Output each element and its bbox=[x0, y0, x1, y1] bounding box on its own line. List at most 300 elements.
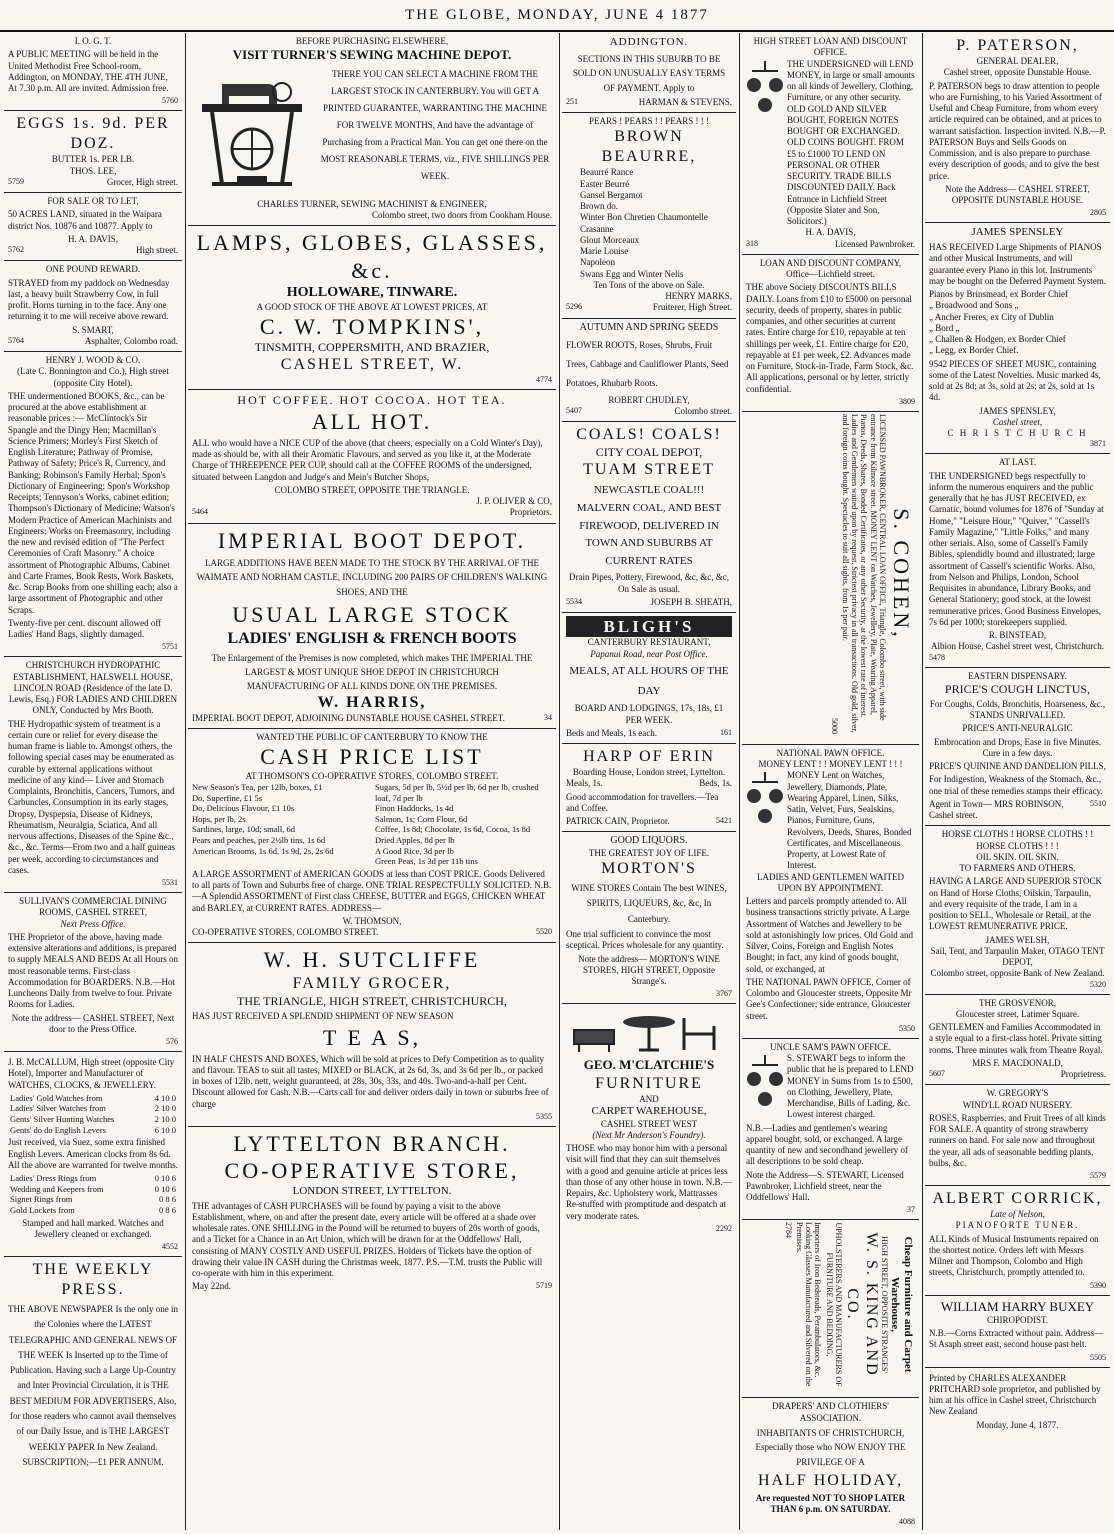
ad-title: IMPERIAL BOOT DEPOT. bbox=[217, 527, 527, 553]
ad-number: 5390 bbox=[1090, 1280, 1106, 1290]
table-cell: 2 10 0 bbox=[154, 1103, 176, 1114]
eggs-ad bbox=[4, 111, 182, 193]
pawn-balls-icon bbox=[746, 770, 784, 830]
ad-address: Albion House, Cashel street west, Christchurch. bbox=[931, 641, 1104, 652]
list-item: Beaurré Rance bbox=[580, 167, 634, 178]
ad-address: Papanui Road, near Post Office. bbox=[590, 648, 708, 659]
pears-ad bbox=[562, 113, 736, 319]
ad-body: HAS JUST RECEIVED A SPLENDID SHIPMENT OF NEW SEASON bbox=[192, 1010, 454, 1021]
list-item: Crasanne bbox=[580, 223, 614, 234]
list-item: Green Peas, 1s 3d per 11b tins bbox=[375, 856, 478, 867]
ad-role: Sail, Tent, and Tarpaulin Maker, OTAGO TENT DEPOT, bbox=[930, 945, 1105, 967]
list-item: Glout Morceaux bbox=[580, 234, 640, 245]
table-cell: 0 8 6 bbox=[159, 1194, 176, 1205]
ad-address: Note the Address—S. STEWART, Licensed Pawnbroker, Lichfield street, near the Oddfellows' Hall. bbox=[746, 1169, 904, 1202]
list-item: „ Legg, ex Border Chief. bbox=[929, 345, 1019, 356]
ad-body: For Coughs, Colds, Bronchitis, Hoarseness, &c., STANDS UNRIVALLED. bbox=[929, 698, 1106, 720]
rotated-text-block bbox=[746, 1222, 914, 1387]
king-ad bbox=[742, 1220, 919, 1398]
ad-number: 3809 bbox=[899, 396, 915, 406]
ad-number: 5355 bbox=[536, 1111, 552, 1121]
column-1 bbox=[4, 33, 182, 1530]
ad-cheap: Cheap Furniture and Carpet Warehouse, bbox=[889, 1236, 914, 1373]
list-item: „ Bord „ bbox=[929, 322, 960, 333]
gregory-ad bbox=[925, 1085, 1110, 1186]
ad-body: 50 ACRES LAND, situated in the Waipara district Nos. 10876 and 10877. Apply to bbox=[8, 209, 162, 231]
ad-number: 3767 bbox=[716, 989, 732, 999]
ad-number: 5464 bbox=[192, 507, 208, 517]
price-table bbox=[8, 1093, 178, 1136]
ad-footer: SUBSCRIPTION;—£1 PER ANNUM. bbox=[22, 1456, 164, 1467]
ad-body-2: Drain Pipes, Pottery, Firewood, &c, &c, &c, On Sale as usual. bbox=[569, 572, 729, 594]
ad-title: AT LAST. bbox=[998, 457, 1037, 468]
ad-body: Ten Tons of the above on Sale. bbox=[593, 279, 705, 290]
ad-number: 5350 bbox=[899, 1023, 915, 1033]
sutcliffe-ad bbox=[188, 943, 556, 1127]
ad-body-2: One trial sufficient to convince the most sceptical. Prices wholesale for any quantity. bbox=[566, 929, 724, 951]
ad-subtitle: Boarding House, London street, Lyttelton. bbox=[572, 767, 726, 778]
drapers-ad bbox=[742, 1398, 919, 1530]
buxey-ad bbox=[925, 1296, 1110, 1368]
ad-title: NATIONAL PAWN OFFICE. bbox=[776, 747, 885, 758]
table-cell: 0 10 6 bbox=[154, 1183, 176, 1194]
ad-body: Good accommodation for travellers.—Tea and Coffee. bbox=[566, 791, 719, 813]
ad-address: THE TRIANGLE, HIGH STREET, CHRISTCHURCH, bbox=[237, 993, 507, 1008]
ad-boots: LADIES' ENGLISH & FRENCH BOOTS bbox=[227, 629, 517, 647]
list-item: Pianos by Brinsmead, ex Border Chief bbox=[929, 289, 1068, 299]
ad-footer: Stamped and hall marked. Watches and Jewellery cleaned or exchanged. bbox=[22, 1217, 164, 1239]
table-cell: Ladies' Gold Watches from bbox=[10, 1092, 103, 1103]
ad-header: BEFORE PURCHASING ELSEWHERE, bbox=[295, 36, 449, 46]
list-item: „ Broadwood and Sons „ bbox=[929, 300, 1019, 311]
ad-subtitle: CO-OPERATIVE STORE, bbox=[224, 1158, 520, 1184]
loan-company-ad bbox=[742, 255, 919, 412]
ad-subtitle: UPHOLSTERERS AND MANUFACTURERS OF FURNITURE AND BEDDING, bbox=[824, 1222, 843, 1387]
ad-subtitle: TO FARMERS AND OTHERS. bbox=[959, 863, 1076, 873]
column-4 bbox=[742, 33, 919, 1530]
ad-number: 37 bbox=[907, 1205, 915, 1215]
ad-footer: Beds and Meals, 1s each. bbox=[566, 727, 657, 738]
ad-subtitle: Gloucester street, Latimer Square. bbox=[955, 1008, 1080, 1019]
ad-address: THE NATIONAL PAWN OFFICE, Corner of Colombo and Gloucester streets, Opposite Mr Gee's Confectioner; side entrance, Gloucester street. bbox=[746, 976, 912, 1021]
ad-stock: USUAL LARGE STOCK bbox=[232, 602, 512, 628]
ad-name: PATRICK CAIN, Proprietor. bbox=[566, 816, 670, 827]
column-rule bbox=[559, 33, 560, 1530]
ad-title: THE WEEKLY PRESS. bbox=[32, 1261, 154, 1298]
thomson-ad bbox=[188, 729, 556, 944]
ad-body: P. PATERSON begs to draw attention to people who are Furnishing, to his Varied Assortment of Useful and Cheap Furniture, from whom every article required can be obtained, and at prices to warrant satisfaction. Inspection invited. N.B.—P. PATERSON Buys and Sells Goods on Commission, and is also prepare to purchase every description of goods, and to give the best price. bbox=[929, 80, 1106, 181]
ad-address: IMPERIAL BOOT DEPOT, ADJOINING DUNSTABLE HOUSE CASHEL STREET. bbox=[192, 712, 505, 723]
hydropathic-ad bbox=[4, 657, 182, 893]
list-item: New Season's Tea, per 12lb, boxes, £1 bbox=[192, 781, 323, 792]
table-cell: 4 10 0 bbox=[154, 1092, 176, 1103]
spensley-ad bbox=[925, 223, 1110, 454]
ad-address: Colombo street, two doors from Cookham House. bbox=[372, 209, 552, 220]
list-item: Brown do. bbox=[580, 201, 618, 212]
ad-body: ALL who would have a NICE CUP of the above (that cheers, especially on a Cold Winter's Day), made as should be, with all their Aromatic Flavours, and served as you like it, at the Moderate Charge of THREEPENCE PER CUP, should call at the COFFEE ROOMS of the undersigned, situated between Langdon and Judge's and Mein's Butcher Shops, bbox=[192, 437, 543, 482]
all-hot-ad bbox=[188, 390, 556, 523]
ad-subtitle: Office—Lichfield street. bbox=[786, 269, 875, 279]
ad-body: GENTLEMEN and Families Accommodated in a style equal to a first-class hotel. Private sitting rooms. Three minutes walk from Theatre Royal. bbox=[929, 1022, 1103, 1055]
ad-half-holiday: HALF HOLIDAY, bbox=[757, 1471, 904, 1489]
ad-body: THE UNDERSIGNED will LEND MONEY, in large or small amounts on all kinds of Jewellery, Clothing, Furniture, or any other security. OLD GOLD AND SILVER BOUGHT, FOREIGN NOTES BOUGHT OR EXCHANGED. OLD COINS BOUGHT. FROM £5 to £1000 TO LEND ON PERSONAL OR OTHER SECURITY. TRADE BILLS DISCOUNTED DAILY. Back Entrance in Lichfield Street (Opposite Slater and Son, Solicitors.) bbox=[787, 58, 915, 226]
ad-address: Note the address— MORTON'S WINE STORES, HIGH STREET, Opposite Strange's. bbox=[578, 953, 720, 987]
list-item: „ Challen & Hodgen, ex Border Chief bbox=[929, 334, 1066, 344]
ad-name: THOS. LEE, bbox=[69, 165, 117, 176]
ad-body: THOSE who may honor him with a personal visit will find that they can suit themselves with a good and genuine article at prices less than those of any other house in town. N.B.—Repairs, &c. Upholstery work, Mattrasses Re-stuffed with promptitude and despatch at very moderate rates. bbox=[566, 1143, 732, 1221]
ad-title: UNCLE SAM'S PAWN OFFICE. bbox=[769, 1041, 892, 1052]
ad-body: THE Hydropathic system of treatment is a certain cure or relief for every disease the human frame is liable to. Amongst others, the following special cases may be enumerated as curable by external applications without medicine of any kind— Liver and Stomach Complaints, Bronchitis, Cancers, Tumors, and Carbuncles, Consumption in its early stages, Dropsy, Dyspepsia, Disease of Kidneys, Rheumatism, Neuralgia, Sciatica, And all nervous affections, Diseases of the Spine &c., &c., &c. Terms—From two and a half guineas per week, according to circumstances and cases. bbox=[8, 718, 176, 875]
ad-name: H. A. DAVIS, bbox=[805, 227, 856, 238]
imperial-boot-ad bbox=[188, 524, 556, 729]
ad-subtitle: FURNITURE bbox=[595, 1074, 703, 1092]
ad-number: 5478 bbox=[929, 652, 945, 662]
ad-wait: LADIES AND GENTLEMEN WAITED UPON BY APPOINTMENT. bbox=[756, 871, 905, 893]
ad-footer: MANUFACTURING OF ALL KINDS DONE ON THE PREMISES. bbox=[246, 681, 498, 692]
ad-title: ONE POUND REWARD. bbox=[45, 264, 141, 275]
ad-subtitle: FAMILY GROCER, bbox=[292, 974, 452, 992]
ad-name: MRS F. MACDONALD, bbox=[972, 1057, 1063, 1068]
ad-subtitle: WIND'LL ROAD NURSERY. bbox=[962, 1099, 1073, 1110]
ad-line: BUTTER 1s. PER LB. bbox=[51, 154, 135, 165]
ad-title: BLIGH'S bbox=[566, 616, 732, 637]
ad-body: Importers of Iron Bedsteads, Perambulators, &c. Looking Glasses Manufactured and Silvered on the Premises. bbox=[795, 1222, 823, 1387]
ad-title: GOOD LIQUORS. bbox=[610, 835, 688, 847]
ad-footer: Twenty-five per cent. discount allowed off Ladies' Hand Bags, slightly damaged. bbox=[8, 617, 162, 639]
table-cell: Ladies' Dress Rings from bbox=[10, 1173, 97, 1183]
table-cell: 6 10 0 bbox=[154, 1124, 176, 1135]
ad-title: CASH PRICE LIST bbox=[260, 744, 484, 770]
list-item: Do, Superfine, £1 5s bbox=[192, 792, 263, 803]
uncle-sams-ad bbox=[742, 1039, 919, 1221]
list-item: Winter Bon Chretien Chaumontelle bbox=[580, 212, 708, 223]
ad-title: W. S. KING AND CO. bbox=[844, 1232, 880, 1377]
sewing-machine-illustration bbox=[192, 64, 312, 199]
ad-body: NEWCASTLE COAL!!! MALVERN COAL, AND BEST FIREWOOD, DELIVERED IN TOWN AND SUBURBS AT CURRENT RATES bbox=[576, 484, 722, 567]
tompkins-ad bbox=[188, 226, 556, 390]
ad-subtitle: (Late C. Bonnington and Co.), High street (opposite City Hotel). bbox=[17, 366, 169, 388]
ad-title: S. COHEN, bbox=[889, 507, 914, 640]
list-item: „ Ancher Freres, ex City of Dublin bbox=[929, 311, 1054, 322]
table-cell: Gents' do do English Levers bbox=[10, 1124, 106, 1135]
ad-number: 5762 bbox=[8, 245, 24, 254]
ad-body: ALL Kinds of Musical Instruments repaired on the shortest notice. Orders left with Messrs Milner and Thompson, Colombo and High streets, Christchurch, promptly attended to. bbox=[929, 1233, 1099, 1278]
ad-body: THE ABOVE NEWSPAPER Is the only one in the Colonies where the LATEST TELEGRAPHIC AND GENERAL NEWS OF THE WEEK Is Inserted up to the Time of Publication. Having such a Large Up-Country and Inter Provincial Circulation, it is THE BEST MEDIUM FOR ADVERTISERS, Also, for those readers who cannot avail themselves of our Daily Issue, and is THE LARGEST WEEKLY PAPER In New Zealand. bbox=[8, 1304, 178, 1452]
ad-title: HENRY J. WOOD & CO. bbox=[45, 355, 141, 365]
ad-body: WINE STORES Contain The best WINES, SPIRITS, LIQUEURS, &c, &c, In Canterbury. bbox=[571, 883, 727, 924]
ad-title: LAMPS, GLOBES, GLASSES, &c. bbox=[196, 230, 548, 283]
table-cell: Signet Rings from bbox=[10, 1194, 73, 1205]
ad-line: Meals, 1s. bbox=[566, 778, 603, 789]
ad-address: Grocer, High street. bbox=[106, 176, 178, 187]
paterson-ad bbox=[925, 33, 1110, 223]
ad-quinine: PRICE'S QUININE AND DANDELION PILLS, bbox=[929, 761, 1106, 771]
ad-title: ALBERT CORRICK, bbox=[932, 1190, 1103, 1207]
ad-address: LONDON STREET, LYTTELTON. bbox=[292, 1184, 452, 1197]
imprint bbox=[925, 1368, 1110, 1435]
ad-number: 5751 bbox=[162, 642, 178, 652]
ad-title: THE GROSVENOR, bbox=[978, 997, 1056, 1008]
lyttelton-ad bbox=[188, 1127, 556, 1297]
ad-body: LARGE ADDITIONS HAVE BEEN MADE TO THE STOCK BY THE ARRIVAL OF THE WAIMATE AND NORHAM CASTLE, INCLUDING 200 PAIRS OF CHILDREN'S WALKING SHOES, AND THE bbox=[196, 558, 548, 597]
ad-body: LICENSED PAWNBROKER, CENTRAL LOAN OFFICE, Triangle, Colombo street, with side entrance from Kilmore street. MONEY LENT on Watches, Jewellery, Plate, Wearing Apparel, Pianos, Deeds, Shares, Bonded Certificates, or any other Security, at the lowest rate of interest. Ladies and Gentlemen waited upon by request. Strictest privacy in all transactions. Old gold, silver, and foreign coins bought. Spectacles to suit all sights, from 1s per pair. bbox=[840, 413, 887, 733]
pawn-balls-icon bbox=[746, 1053, 784, 1113]
ad-title: BROWN BEAURRE, bbox=[601, 128, 697, 166]
rotated-text-block bbox=[746, 414, 914, 734]
ad-address: Fruiterer, High Street. bbox=[652, 302, 732, 313]
ad-body-2: IN HALF CHESTS AND BOXES, Which will be sold at prices to Defy Competition as to quality and flavour. TEAS to suit all tastes, MIXED or BLACK, at 2s 6d, 3s, and 3s 6d per lb., or packed in boxes of 12lb. nett, weight guaranteed, at 28s, 30s, 33s, and 40s. Two-and-a-half per Cent. Discount allowed for Cash. N.B.—Carts call for and deliver orders daily in town or suburbs free of charge bbox=[192, 1053, 549, 1109]
ad-address: High street. bbox=[136, 245, 178, 255]
ad-title: W. GREGORY'S bbox=[986, 1088, 1049, 1099]
ad-body-2: The Enlargement of the Premises is now completed, which makes THE IMPERIAL THE LARGEST & MOST UNIQUE SHOE DEPOT IN CHRISTCHURCH bbox=[211, 652, 533, 678]
column-3 bbox=[562, 33, 736, 1530]
ad-body: THE UNDERSIGNED begs respectfully to inform the numerous enquirers and the public generally that he has JUST RECEIVED, ex Carnatic, bound volumes for 1876 of "Sunday at Home," "Leisure Hour," "Quiver," "Cassell's Family Magazine," "Little Folks," and many other serials. Also, some of Cassell's Family Bibles, splendidly bound and illustrated; large assortment of Cassell's scientific Works. Also, from Nelson and Philips, London, School Requisites in abundance, Library Books, and General Stationery; good stock, at the lowest remunerative prices. Good Business Envelopes, 7s 6d per 1000; storekeepers supplied. bbox=[929, 470, 1104, 627]
dispensary-ad bbox=[925, 668, 1110, 827]
ad-number: 251 bbox=[566, 96, 578, 106]
column-5 bbox=[925, 33, 1110, 1530]
ad-subtitle: CHIROPODIST. bbox=[986, 1314, 1049, 1325]
horse-cloths-ad bbox=[925, 826, 1110, 994]
mclatchie-ad bbox=[562, 1004, 736, 1238]
ad-body: HAS RECEIVED Large Shipments of PIANOS and other Musical Instruments, and will guarantee every Piano in this lot. Instruments may be bought on the Deferred Payment System. bbox=[929, 242, 1106, 286]
ad-address: COLOMBO STREET, OPPOSITE THE TRIANGLE. bbox=[274, 484, 470, 495]
ad-name: JOSEPH B. SHEATH, bbox=[650, 596, 732, 607]
ad-subtitle: CITY COAL DEPOT, bbox=[595, 445, 703, 460]
table-row bbox=[8, 1103, 178, 1114]
ad-number: 5764 bbox=[8, 335, 24, 345]
ad-address: Cashel street, opposite Dunstable House. bbox=[943, 67, 1092, 78]
liquors-ad bbox=[562, 832, 736, 1004]
ad-subtitle: AT THOMSON'S CO-OPERATIVE STORES, COLOMBO STREET. bbox=[245, 770, 499, 781]
reward-ad bbox=[4, 261, 182, 352]
ad-body-2: Letters and parcels promptly attended to. All business transactions strictly private. A Large Assortment of Watches and Jewellery to be sold at astonishingly low prices. Old Gold and Silver, Coins, Foreign and English Notes Bought; in fact, any kind of goods bought, sold, or exchanged, at bbox=[746, 896, 913, 974]
ad-title: HARP OF ERIN bbox=[583, 748, 715, 766]
ad-title: HORSE CLOTHS ! HORSE CLOTHS ! ! HORSE CLOTHS ! ! ! bbox=[941, 829, 1094, 851]
ad-oilskin: OIL SKIN. OIL SKIN. bbox=[976, 851, 1059, 862]
ad-name: HARMAN & STEVENS. bbox=[638, 96, 732, 107]
national-pawn-ad bbox=[742, 745, 919, 1039]
ad-subtitle: HOLLOWARE, TINWARE. bbox=[286, 285, 458, 300]
ad-name: W. HARRIS, bbox=[317, 693, 427, 711]
ad-number: 5607 bbox=[929, 1069, 945, 1078]
table-row bbox=[8, 1205, 178, 1216]
mccallum-ad bbox=[4, 1052, 182, 1257]
table-cell: Gold Lockets from bbox=[10, 1204, 75, 1215]
ad-body: S. STEWART begs to inform the public that he is prepared to LEND MONEY in Sums from 1s to £500, on Clothing, Jewellery, Plate, Merchandise, Bills of Lading, &c. Lowest interest charged. bbox=[787, 1053, 914, 1120]
ad-subtitle: Late of Nelson, bbox=[990, 1209, 1045, 1219]
ad-linctus: PRICE'S COUGH LINCTUS, bbox=[944, 681, 1091, 696]
ad-number: 5760 bbox=[162, 96, 178, 106]
table-row bbox=[8, 1114, 178, 1125]
ad-name: W. THOMSON, bbox=[342, 915, 402, 926]
weekly-press-ad bbox=[4, 1257, 182, 1472]
list-item: Do, Delicious Flavour, £1 10s bbox=[192, 803, 295, 814]
column-2 bbox=[188, 33, 556, 1530]
furniture-illustration bbox=[569, 1010, 729, 1054]
ad-board: BOARD AND LODGINGS, 17s, 18s, £1 PER WEEK. bbox=[574, 703, 724, 725]
ad-address: Colombo street, opposite Bank of New Zealand. bbox=[930, 968, 1105, 979]
list-item: Sugars, 5d per lb, 5½d per lb, 6d per lb, crushed loaf, 7d per lb bbox=[375, 781, 539, 803]
grosvenor-ad bbox=[925, 995, 1110, 1086]
imprint-text: Printed by CHARLES ALEXANDER PRITCHARD sole proprietor, and published by him at his office in Cashel street, Christchurch New Zealand bbox=[929, 1372, 1101, 1417]
list-item: Swans Egg and Winter Nelis bbox=[580, 268, 684, 279]
addington-ad bbox=[562, 33, 736, 113]
ad-number: 161 bbox=[720, 727, 732, 737]
ad-title: ALL HOT. bbox=[311, 409, 433, 435]
ad-name: HENRY MARKS, bbox=[665, 291, 732, 302]
ad-address: CASHEL STREET WEST bbox=[600, 1118, 698, 1129]
ad-number: 5534 bbox=[566, 596, 582, 606]
list-item: Dried Apples, 8d per lb bbox=[375, 835, 455, 846]
table-row bbox=[8, 1184, 178, 1195]
ad-line: Beds, 1s. bbox=[699, 778, 732, 789]
table-row bbox=[8, 1093, 178, 1104]
ad-title: COALS! COALS! bbox=[576, 426, 722, 444]
ad-number: 5000 bbox=[829, 717, 839, 734]
turner-ad bbox=[188, 33, 556, 226]
sullivan-ad bbox=[4, 893, 182, 1052]
ad-address: Cashel street, bbox=[992, 416, 1043, 427]
ad-footer: Note the address— CASHEL STREET, Next door to the Press Office. bbox=[11, 1012, 175, 1034]
ad-body: THE above Society DISCOUNTS BILLS DAILY. Loans from £10 to £5000 on personal security, deeds of property, shares in public companies, and other securities at current rates. Entire charge for £10, repayable at ten shillings per week, £1. Entire charge for £20, repayable at £1 per week, £2. Advances made on Furniture, Stock-in-Trade, Farm Stock, &c. All applications, personal or by letter, strictly confidential. bbox=[746, 282, 914, 394]
ad-address: Asphalter, Colombo road. bbox=[84, 335, 178, 346]
ad-body: STRAYED from my paddock on Wednesday last, a heavy built Strawberry Cow, in full profit. Horns turning in to the face. Any one returning it to me will receive above reward. bbox=[8, 277, 170, 322]
ad-number: 4774 bbox=[536, 375, 552, 385]
ad-number: 2292 bbox=[716, 1223, 732, 1233]
table-cell: Ladies' Silver Watches from bbox=[10, 1103, 106, 1114]
list-item: A Good Rice, 3d per lb bbox=[375, 845, 454, 856]
ad-title: GEO. M'CLATCHIE'S bbox=[583, 1057, 715, 1073]
ad-subtitle: Next Press Office. bbox=[60, 918, 126, 929]
corrick-ad bbox=[925, 1186, 1110, 1296]
list-item: Easter Beurré bbox=[580, 178, 630, 189]
ad-number: 2784 bbox=[783, 1222, 793, 1239]
ad-title: FOR SALE OR TO LET, bbox=[47, 196, 139, 206]
ad-body: A LARGE ASSORTMENT of AMERICAN GOODS at less than COST PRICE. Goods Delivered to all parts of Town and Suburbs free of charge. ONE TRIAL RESPECTFULLY SOLICITED. N.B.—A Splendid ASSORTMENT of First class CHEESE, BUTTER and EGGS, CHICKEN WHEAT and BARLEY, at CURRENT RATES. ADDRESS— bbox=[192, 868, 552, 913]
ad-header: HOT COFFEE. HOT COCOA. HOT TEA. bbox=[237, 393, 507, 408]
ad-body-2: Are requested NOT TO SHOP LATER THAN 6 p.m. ON SATURDAY. bbox=[755, 1492, 906, 1515]
ad-title: P. PATERSON, bbox=[956, 37, 1079, 54]
pear-list bbox=[566, 167, 732, 280]
ad-body: THE advantages of CASH PURCHASES will be found by paying a visit to the above Establishment, where, on and after the present date, every article will be offered at a shade over wholesale rates. ONE SHILLING in the Pound will be returned to buyers of 20s worth of goods, and a Ticket for a Chance in an Art Union, which will be drawn for at the Oddfellows' Hall, consisting of MANY COSTLY AND USEFUL PRIZES. Holders of Tickets have the option of drawing their value IN CASH during the Christmas week, 1877. P.S.—T.M. trusts the Public will co-operate with him in this experiment. bbox=[192, 1200, 543, 1279]
ad-body: J. B. McCALLUM, High street (opposite City Hotel), Importer and Manufacturer of WATCHES, CLOCKS, & JEWELLERY. bbox=[8, 1057, 175, 1090]
ad-name: C. W. TOMPKINS', bbox=[259, 313, 485, 339]
at-last-ad bbox=[925, 454, 1110, 667]
ad-agent: Agent in Town— MRS ROBINSON, Cashel street. bbox=[929, 798, 1064, 820]
ad-title: AUTUMN AND SPRING SEEDS bbox=[579, 321, 719, 333]
masthead: THE GLOBE, MONDAY, JUNE 4 1877 bbox=[0, 0, 1114, 32]
ad-and: AND bbox=[639, 1093, 659, 1104]
ad-name: MORTON'S bbox=[601, 860, 697, 878]
ad-name: JAMES WELSH, bbox=[985, 934, 1050, 945]
ad-title: EGGS 1s. 9d. PER DOZ. bbox=[16, 115, 170, 153]
ad-body: MONEY Lent on Watches, Jewellery, Diamonds, Plate, Wearing Apparel, Linen, Silks, Satin, Velvet, Furs, Sealskins, Pianos, Furniture, Guns, Revolvers, Deeds, Shares, Bonded Certificates, and Miscellaneous Property, at Lowest Rate of Interest. bbox=[787, 770, 912, 871]
ad-number: 5759 bbox=[8, 176, 24, 186]
ad-body: ROSES, Raspberries, and Fruit Trees of all kinds FOR SALE. A quantity of strong strawberry runners on hand. For sale now and throughout the year, all ads of seasonable bedding plants, bulbs, &c. bbox=[929, 1112, 1106, 1168]
ad-number: 5421 bbox=[716, 816, 732, 826]
ad-header: WANTED THE PUBLIC OF CANTERBURY TO KNOW THE bbox=[256, 731, 488, 742]
ad-name: J. P. OLIVER & CO, bbox=[476, 496, 552, 506]
ad-number: 34 bbox=[544, 712, 552, 722]
cohen-ad bbox=[742, 412, 919, 745]
piano-list bbox=[929, 289, 1106, 357]
table-cell: Gents' Silver Hunting Watches bbox=[10, 1114, 115, 1124]
table-row bbox=[8, 1173, 178, 1184]
table-cell: 0 10 6 bbox=[154, 1173, 176, 1183]
list-item: Gansel Bergamot bbox=[580, 189, 643, 200]
list-item: Finon Haddocks, 1s 4d bbox=[375, 803, 454, 814]
high-street-loan-ad bbox=[742, 33, 919, 255]
ad-title: LYTTELTON BRANCH. bbox=[233, 1130, 511, 1156]
ad-title: ADDINGTON. bbox=[609, 36, 689, 48]
table-cell: 2 10 0 bbox=[154, 1114, 176, 1124]
ad-body: SECTIONS IN THIS SUBURB TO BE SOLD ON UNUSUALLY EASY TERMS OF PAYMENT. Apply to bbox=[572, 53, 726, 93]
table-cell: 0 8 6 bbox=[159, 1204, 176, 1215]
ad-address: CASHEL STREET, W. bbox=[280, 356, 464, 374]
ad-title: EASTERN DISPENSARY. bbox=[968, 670, 1067, 681]
column-rule bbox=[739, 33, 740, 1530]
bligh-ad bbox=[562, 613, 736, 744]
ad-role: Proprietors. bbox=[509, 507, 552, 518]
ad-name: JAMES SPENSLEY, bbox=[979, 405, 1056, 416]
ad-trade: PIANOFORTE TUNER. bbox=[955, 1220, 1080, 1231]
ad-number: 5320 bbox=[1090, 979, 1106, 989]
column-rule bbox=[922, 33, 923, 1530]
ad-city: C H R I S T C H U R C H bbox=[947, 428, 1088, 438]
ad-title: LOAN AND DISCOUNT COMPANY, bbox=[759, 257, 902, 268]
ad-subtitle: GENERAL DEALER, bbox=[976, 56, 1059, 66]
ad-body: INHABITANTS OF CHRISTCHURCH, Especially those who NOW ENJOY THE PRIVILEGE OF A bbox=[755, 1427, 906, 1467]
ad-title: SULLIVAN'S COMMERCIAL DINING ROOMS, CASHEL STREET, bbox=[19, 896, 167, 918]
ad-body: THE Proprietor of the above, having made extensive alterations and additions, is prepared to supply MEALS AND BEDS At all Hours on most reasonable terms. First-class Accommodation for BOARDERS. N.B.—Hot Luncheons Daily from twelve to four. Private Rooms for Ladies. bbox=[8, 931, 179, 1010]
ad-number: 2805 bbox=[1090, 208, 1106, 218]
table-row bbox=[8, 1194, 178, 1205]
ad-teas: T E A S, bbox=[322, 1025, 422, 1051]
land-sale-ad bbox=[4, 193, 182, 261]
ad-title: HIGH STREET LOAN AND DISCOUNT OFFICE. bbox=[753, 36, 908, 58]
ad-name: ROBERT CHUDLEY, bbox=[608, 394, 690, 405]
ad-number: 5505 bbox=[1090, 1352, 1106, 1362]
ad-header: PEARS ! PEARS ! ! PEARS ! ! ! bbox=[588, 116, 709, 127]
ad-note: Just received, via Suez, some extra finished English Levers. American clocks from 8s 6d. All the above are warranted for twelve months. bbox=[8, 1137, 178, 1170]
ad-subtitle: THE GREATEST JOY OF LIFE. bbox=[588, 847, 710, 858]
list-item: Napoleon bbox=[580, 257, 615, 268]
list-item: Coffee, 1s 8d; Chocolate, 1s 6d, Cocoa, 1s 8d bbox=[375, 824, 531, 835]
ad-note: (Next Mr Anderson's Foundry). bbox=[592, 1129, 706, 1140]
ad-number: 576 bbox=[166, 1037, 178, 1046]
iogt-ad bbox=[4, 33, 182, 111]
ad-neuralgic: PRICE'S ANTI-NEURALGIC bbox=[962, 723, 1073, 734]
ad-date: May 22nd. bbox=[192, 1281, 231, 1292]
list-item: Salmon, 1s; Corn Flour, 6d bbox=[375, 813, 468, 824]
ad-number: 5719 bbox=[536, 1281, 552, 1291]
ad-body-2: N.B.—Ladies and gentlemen's wearing apparel bought, sold, or exchanged. A large quantity of new and secondhand jewellery of all descriptions to be sold cheap. bbox=[746, 1122, 908, 1167]
pawn-balls-icon bbox=[746, 59, 784, 119]
ad-trade: TINSMITH, COPPERSMITH, AND BRAZIER, bbox=[254, 340, 490, 355]
ad-number: 5510 bbox=[1090, 798, 1106, 808]
ad-name: R. BINSTEAD, bbox=[988, 630, 1047, 640]
price-list-right bbox=[375, 782, 552, 867]
ad-name: CHARLES TURNER, SEWING MACHINIST & ENGINEER, bbox=[257, 198, 487, 209]
ad-body: HAVING A LARGE AND SUPERIOR STOCK on Hand of Horse Cloths, Oilskin, Tarpaulin, and every requisite of the trade, I am in a position to SELL, Wholesale or Retail, at the LOWEST REMUNERATIVE PRICE. bbox=[929, 876, 1102, 932]
coals-ad bbox=[562, 422, 736, 613]
table-cell: Wedding and Keepers from bbox=[10, 1183, 104, 1194]
list-item: Marie Louise bbox=[580, 246, 629, 257]
column-rule bbox=[185, 33, 186, 1530]
ad-body: N.B.—Corns Extracted without pain. Address—St Asaph street east, second house past belt. bbox=[929, 1328, 1104, 1350]
ad-title: W. H. SUTCLIFFE bbox=[263, 947, 481, 973]
ad-number: 5296 bbox=[566, 302, 582, 312]
